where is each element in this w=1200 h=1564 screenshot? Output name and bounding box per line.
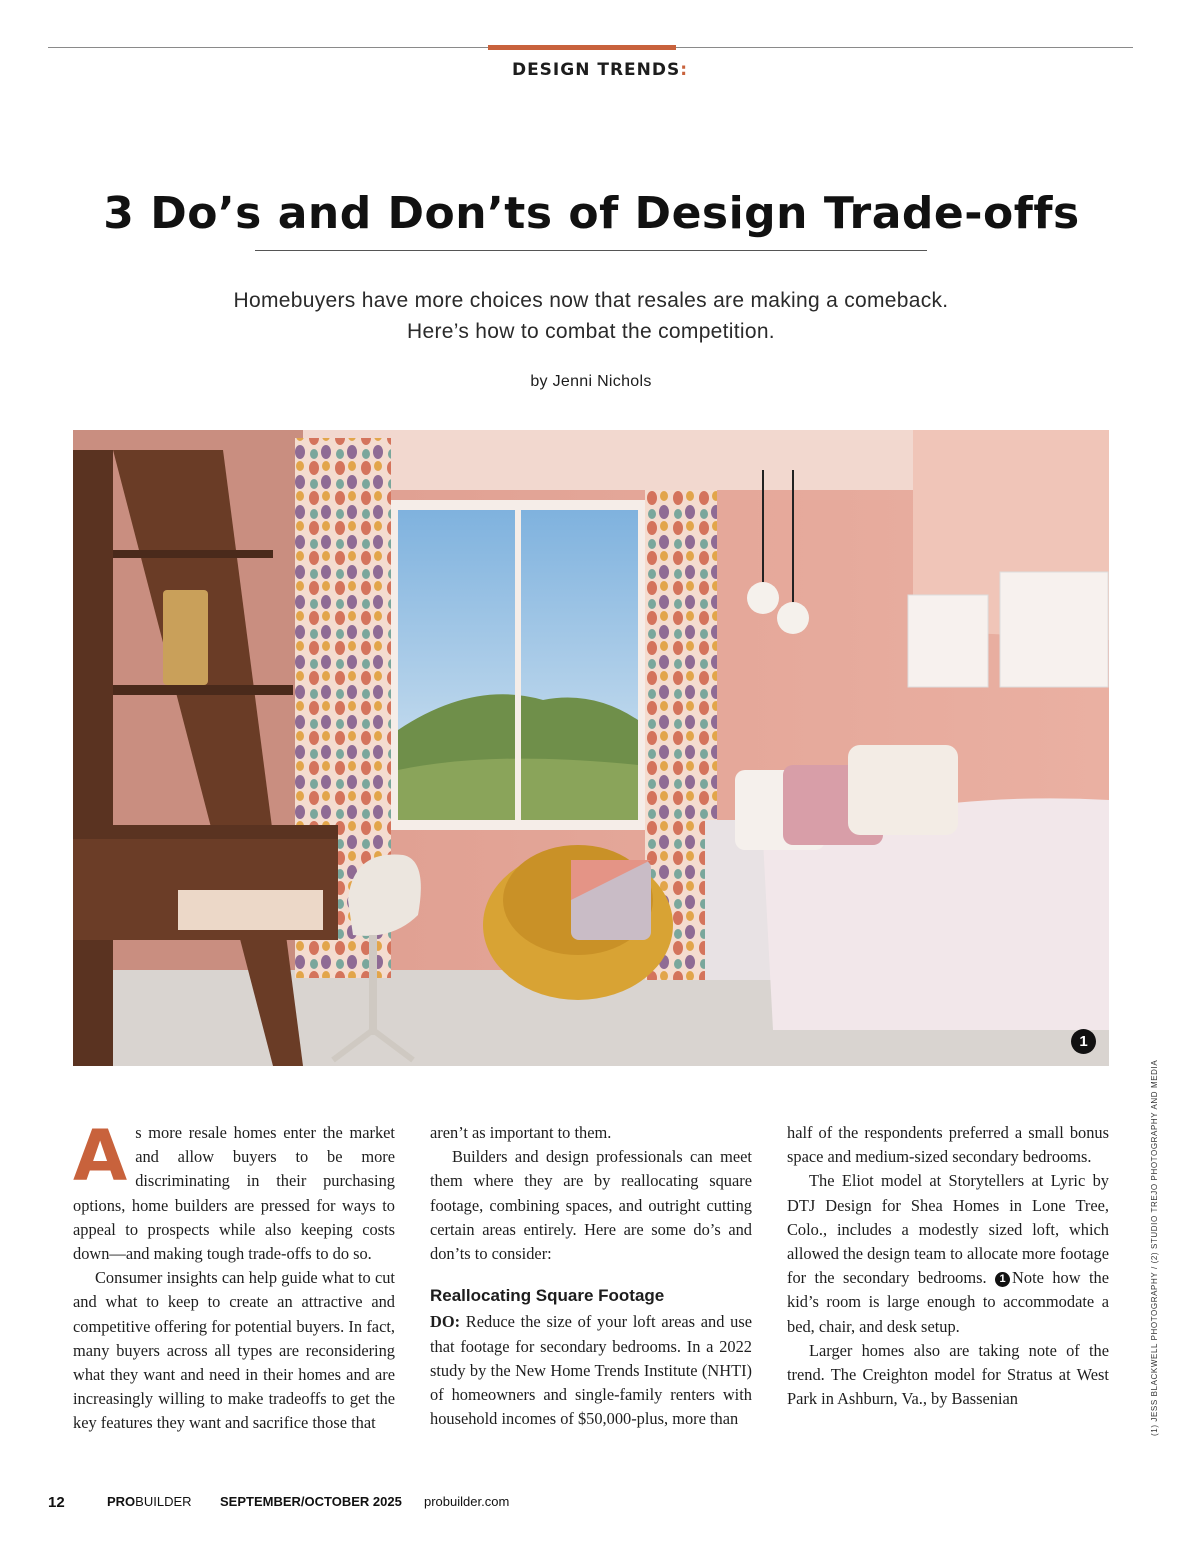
paragraph-5 xyxy=(787,1169,1109,1338)
deck-line-2: Here’s how to combat the competition. xyxy=(407,320,775,343)
paragraph-2: Consumer insights can help guide what to cut and what to keep to create an attractive and competitive offering for potential buyers. In fact, many buyers across all types are reconsidering what they want and need in their homes and are increasingly willing to make tradeoffs to get the key features they want and sacrifice those that xyxy=(73,1268,395,1433)
bedroom-illustration xyxy=(73,430,1109,1066)
paragraph-continued: half of the respondents preferred a small bonus space and medium-sized secondary bedrooms. xyxy=(787,1123,1109,1167)
body-column-1 xyxy=(73,1115,395,1436)
paragraph-6: Larger homes also are taking note of the trend. The Creighton model for Stratus at West Park in Ashburn, Va., by Bassenian xyxy=(787,1340,1109,1409)
subhead-reallocating: Reallocating Square Footage xyxy=(430,1286,665,1306)
paragraph-5-tail: Note how the kid’s room is large enough to accommodate a bed, chair, and desk setup. xyxy=(787,1268,1109,1336)
photo-credit: (1) JESS BLACKWELL PHOTOGRAPHY / (2) STUDIO TREJO PHOTOGRAPHY AND MEDIA xyxy=(1150,1059,1159,1436)
paragraph-1 xyxy=(73,1115,395,1266)
drop-cap: A xyxy=(73,1115,128,1197)
page-footer xyxy=(48,1494,648,1514)
section-label-text: DESIGN TRENDS xyxy=(511,60,681,80)
inline-photo-marker: 1 xyxy=(995,1272,1010,1287)
article-title: 3 Do’s and Don’ts of Design Trade-offs xyxy=(103,188,1080,239)
paragraph-1-text: s more resale homes enter the market and allow buyers to be more discriminating in their purchasing options, home builders are pressed for ways to appeal to prospects while also keeping costs down—and making tough trade-offs to do so. xyxy=(73,1123,395,1264)
magazine-name-bold: PRO xyxy=(107,1494,136,1509)
accent-bar xyxy=(488,45,676,50)
paragraph-continued: aren’t as important to them. xyxy=(430,1123,612,1142)
issue-date: SEPTEMBER/OCTOBER 2025 xyxy=(220,1494,402,1509)
body-column-2-content xyxy=(430,1121,752,1431)
paragraph-4-text: Reduce the size of your loft areas and use that footage for secondary bedrooms. In a 2022 study by the New Home Trends Institute (NHTI) of homeowners and single-family renters with household incomes of $50,000-plus, more than xyxy=(430,1312,752,1429)
paragraph-3: Builders and design professionals can meet them where they are by reallocating square footage, combining spaces, and outright cutting certain areas entirely. Here are some do’s and don’ts to consider: xyxy=(430,1147,752,1264)
photo-number-marker: 1 xyxy=(1071,1029,1096,1054)
article-deck xyxy=(0,285,1182,347)
do-label: DO: xyxy=(430,1312,461,1332)
byline: by Jenni Nichols xyxy=(530,373,652,390)
magazine-name-rest: BUILDER xyxy=(135,1494,192,1509)
site-url[interactable]: probuilder.com xyxy=(424,1494,510,1509)
page-number: 12 xyxy=(48,1494,65,1511)
paragraph-5-text: The Eliot model at Storytellers at Lyric by DTJ Design for Shea Homes in Lone Tree, Colo., includes a modestly sized loft, which allowed the design team to allocate more footage for the secondary bedrooms. xyxy=(787,1171,1109,1288)
deck-line-1: Homebuyers have more choices now that resales are making a comeback. xyxy=(233,289,949,312)
paragraph-4 xyxy=(430,1310,752,1431)
title-underline xyxy=(255,250,927,251)
bedroom-photo xyxy=(73,430,1109,1066)
body-column-3-content xyxy=(787,1121,1109,1411)
magazine-name xyxy=(107,1494,192,1509)
section-label-colon: : xyxy=(680,60,689,80)
section-label xyxy=(0,60,1200,80)
